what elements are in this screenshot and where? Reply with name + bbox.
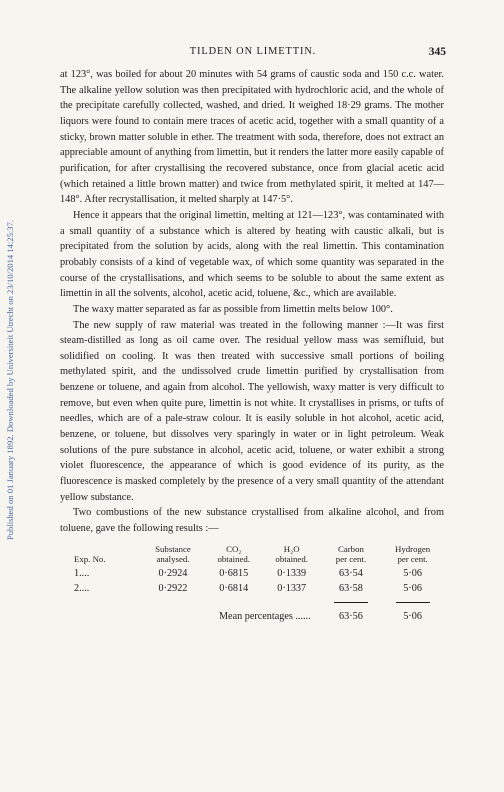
sum-rule-row — [60, 596, 444, 609]
mean-carbon: 63·56 — [339, 610, 363, 622]
combustion-results-table — [60, 544, 444, 624]
mean-label: Mean percentages ...... — [218, 610, 311, 622]
paragraph: Hence it appears that the original limettin, melting at 121—123°, was contaminated with a small quantity of a substance which is altered by heating with caustic alkali, but is precipitated from the solution by acids, along with the real limettin. This contamination probably consists of a kind of vegetable wax, of which some quantity was separated in the course of the crystallisations, and which seems to be soluble to about the same extent as limettin in all the solvents, alcohol, acetic acid, toluene, &c., which are available. — [60, 209, 444, 300]
table-cell: 63·58 — [339, 582, 363, 594]
table-cell: 5·06 — [403, 567, 422, 579]
download-notice — [2, 120, 18, 640]
table-row — [60, 581, 444, 596]
paragraph: Two combustions of the new substance crystallised from alkaline alcohol, and from toluene, gave the following results :— — [60, 507, 444, 535]
paragraph: The new supply of raw material was treated in the following manner :—It was first steam-distilled as long as oil came over. The residual yellow mass was semifluid, but solidified on cooling. It was then treated with successive small portions of boiling methylated spirit, and the undissolved crude limettin purified by crystallisation from benzene or toluene, and again from alcohol. The yellowish, waxy matter is very difficult to remove, but even when quite pure, limettin is not white. It crystallises in prisms, or tufts of needles, which are of a pale-straw colour. It is easily soluble in hot alcohol, acetic acid, benzene, or toluene, but dissolves very sparingly in water or in light petroleum. Weak solutions of the pure substance in alcohol, acetic acid, toluene, or water exhibit a strong violet fluorescence, the appearance of which is good evidence of its purity, as the fluorescence is masked completely by the presence of a very small quantity of the attendant yellow substance. — [60, 319, 444, 503]
mean-row — [60, 609, 444, 624]
column-header: Substance analysed. — [155, 543, 191, 564]
sum-rule — [396, 602, 430, 603]
sum-rule — [334, 602, 368, 603]
table-cell: 0·1339 — [277, 567, 307, 579]
download-notice-text: Published on 01 January 1892. Downloaded by Universiteit Utrecht on 23/10/2014 14:25:37. — [5, 219, 15, 541]
page-number: 345 — [428, 46, 446, 58]
mean-hydrogen: 5·06 — [403, 610, 422, 622]
table-row — [60, 566, 444, 581]
table-cell: 0·2922 — [158, 582, 188, 594]
table-cell: 2.... — [74, 582, 90, 594]
column-header: Hydrogen per cent. — [395, 543, 431, 564]
column-header: CO₂ obtained. — [217, 543, 250, 564]
paragraph: at 123°, was boiled for about 20 minutes with 54 grams of caustic soda and 150 c.c. water. The alkaline yellow solution was then precipitated with hydrochloric acid, and the whole of the precipitate carefully collected, washed, and dried. It weighed 18·29 grams. The mother liquors were found to contain mere traces of acetic acid, together with a small quantity of a sticky, brown matter soluble in ether. The treatment with soda, therefore, does not extract an appreciable amount of anything from limettin, but it renders the latter more easily capable of purification, for after crystallising the recovered substance, once from glacial acetic acid (which retained a little brown matter) and twice from methylated spirit, it melted at 147—148°. After recrystallisation, it melted sharply at 147·5°. — [60, 69, 444, 206]
paragraph: The waxy matter separated as far as possible from limettin melts below 100°. — [73, 303, 393, 315]
page-header — [60, 46, 446, 60]
table-cell: 0·6815 — [219, 567, 249, 579]
column-header: Exp. No. — [74, 553, 106, 564]
table-cell: 1.... — [74, 567, 90, 579]
table-cell: 0·1337 — [277, 582, 307, 594]
column-header: H₂O obtained. — [275, 543, 308, 564]
column-header: Carbon per cent. — [335, 543, 367, 564]
table-cell: 5·06 — [403, 582, 422, 594]
table-cell: 63·54 — [339, 567, 363, 579]
table-cell: 0·6814 — [219, 582, 249, 594]
article-body — [60, 67, 444, 624]
table-header-row — [60, 544, 444, 566]
running-title: TILDEN ON LIMETTIN. — [189, 46, 317, 57]
table-cell: 0·2924 — [158, 567, 188, 579]
